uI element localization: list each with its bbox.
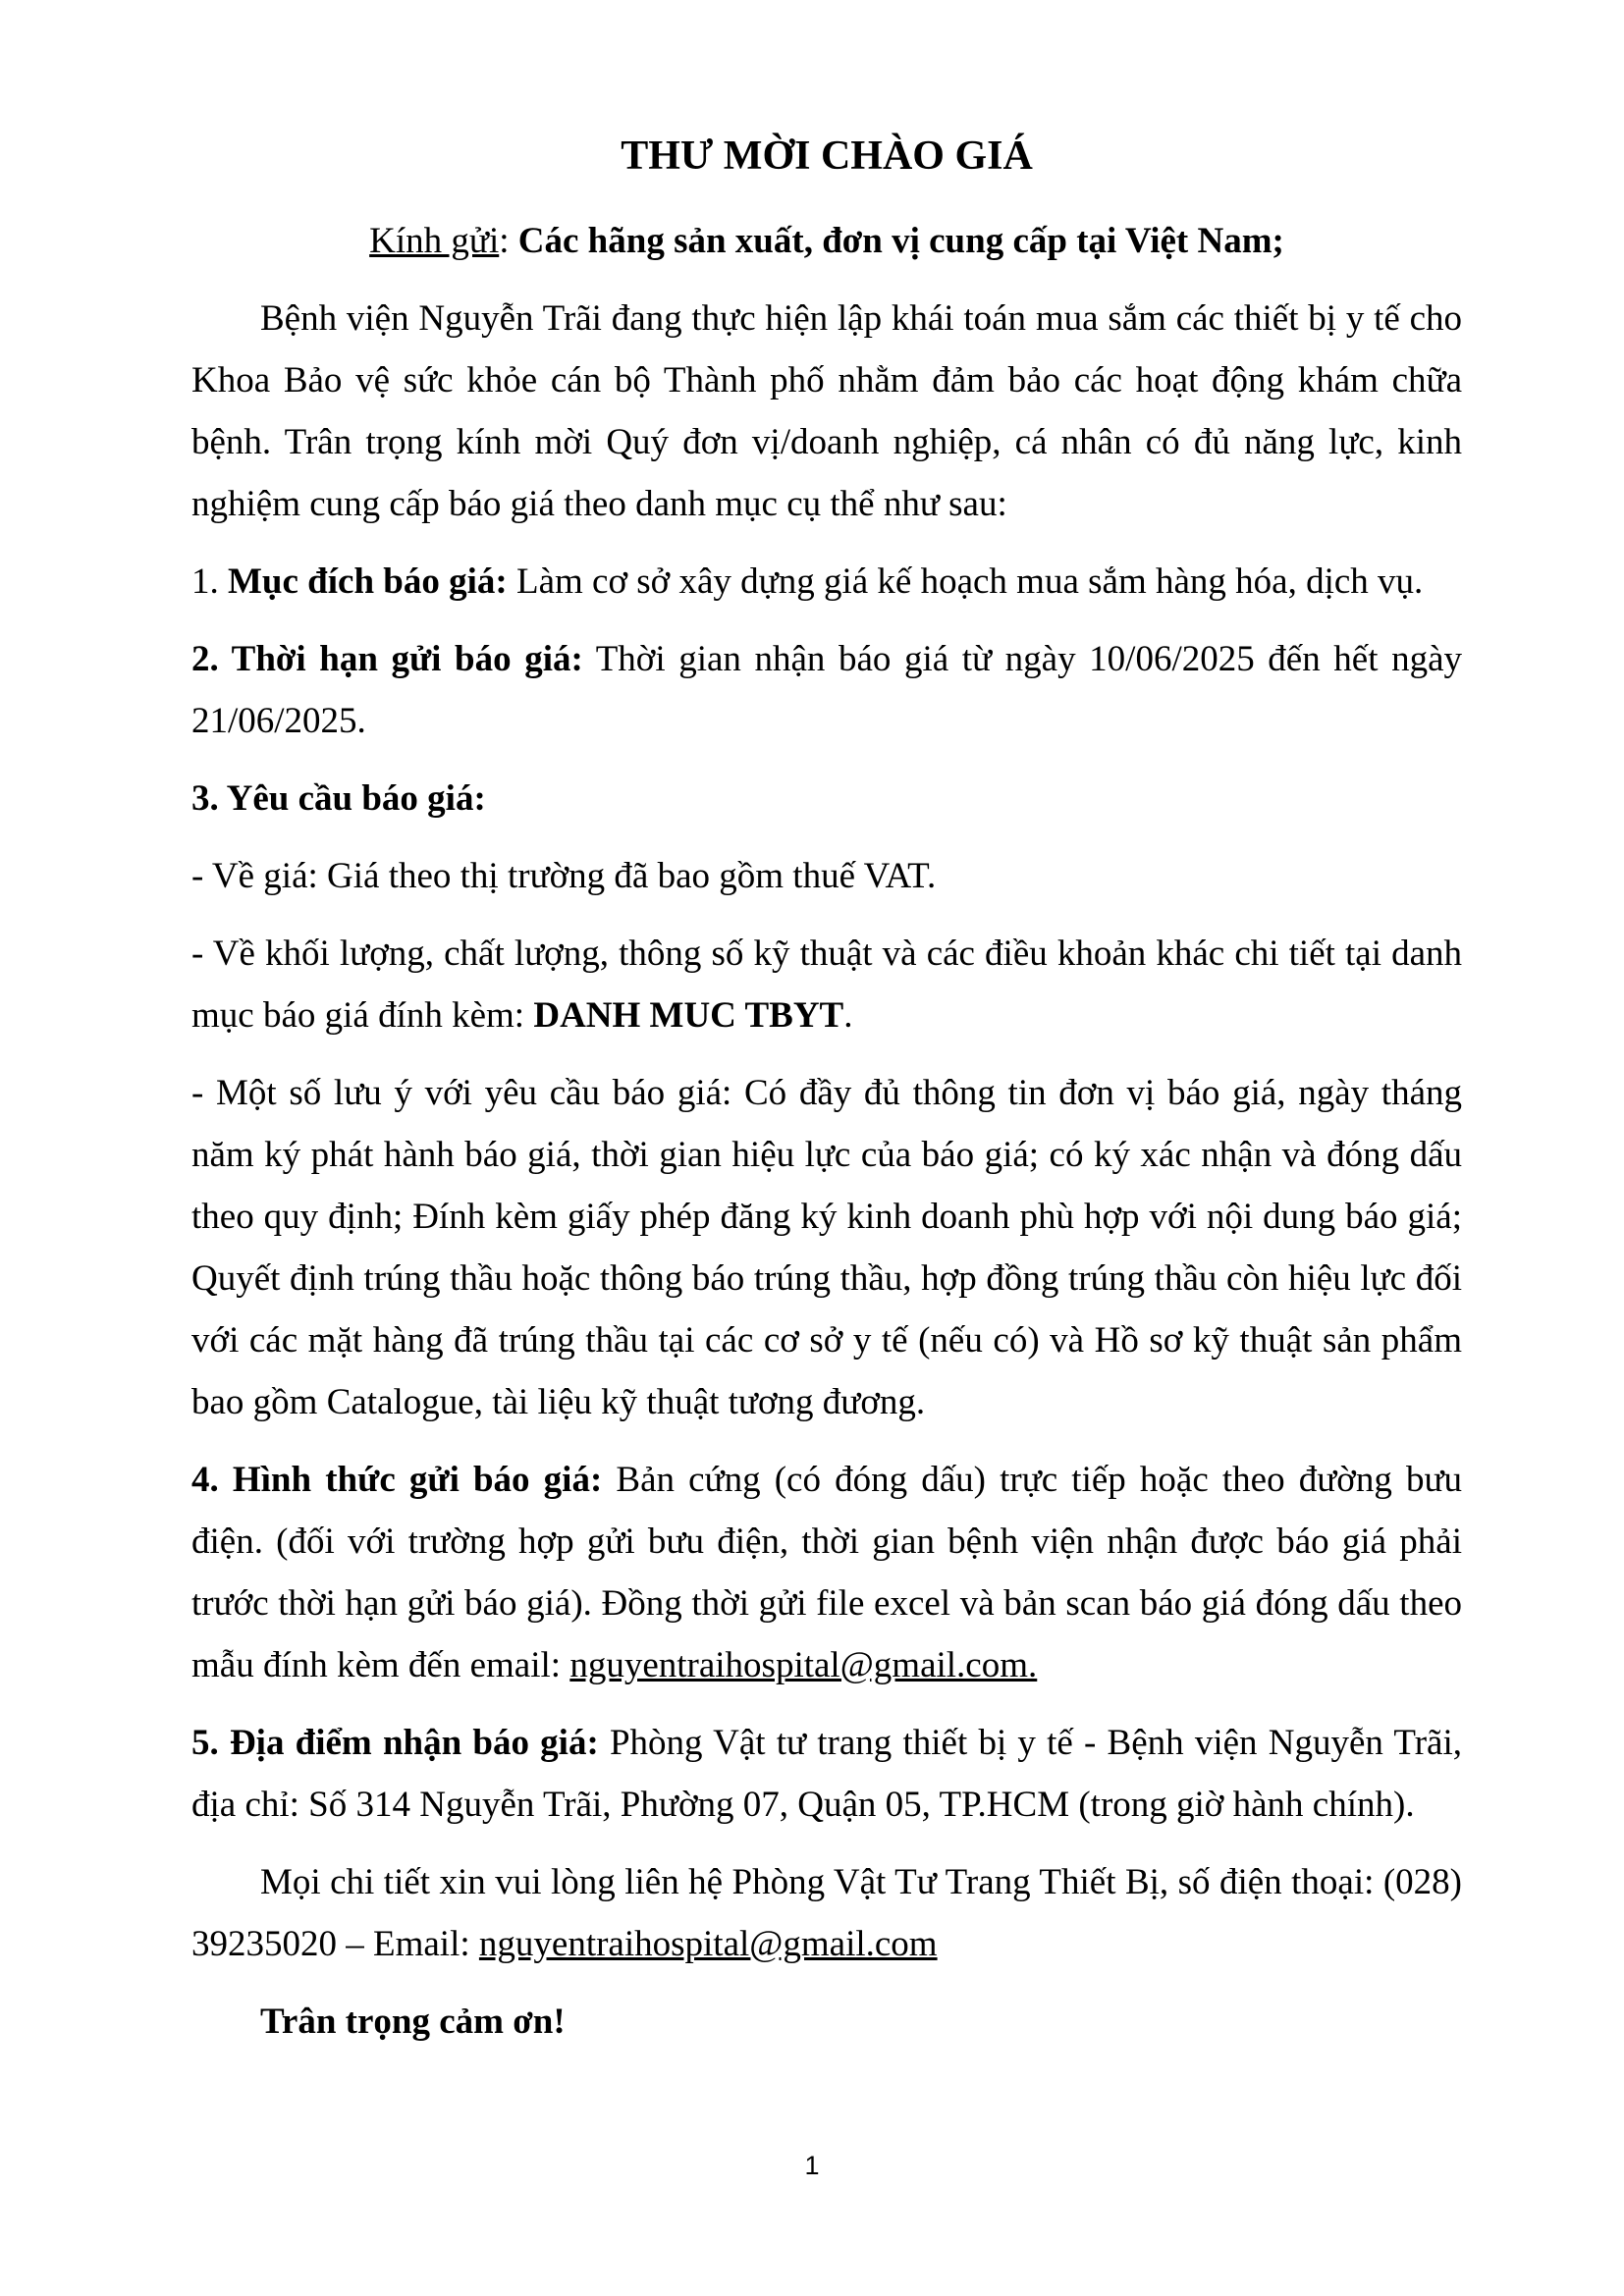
attachment-name: DANH MUC TBYT (533, 995, 844, 1036)
section-5-location (191, 1712, 1462, 1836)
page-title: THƯ MỜI CHÀO GIÁ (621, 133, 1033, 179)
section-3-requirements-heading (191, 768, 1462, 829)
section-4-label: 4. Hình thức gửi báo giá: (191, 1460, 603, 1500)
section-5-body: Phòng Vật tư trang thiết bị y tế - Bệnh viện Nguyễn Trãi, địa chỉ: Số 314 Nguyễn Trãi, Phường 07, Quận 05, TP.HCM (trong giờ hành chính). (191, 1723, 1463, 1825)
section-1-body: Làm cơ sở xây dựng giá kế hoạch mua sắm hàng hóa, dịch vụ. (507, 561, 1424, 602)
section-1-number: 1 (191, 561, 210, 602)
requirement-price: - Về giá: Giá theo thị trường đã bao gồm thuế VAT. (191, 856, 937, 896)
section-2-body: Thời gian nhận báo giá từ ngày 10/06/2025 đến hết ngày 21/06/2025. (191, 639, 1462, 741)
section-4-body: Bản cứng (có đóng dấu) trực tiếp hoặc theo đường bưu điện. (đối với trường hợp gửi bưu điện, thời gian bệnh viện nhận được báo giá phải trước thời hạn gửi báo giá). Đồng thời gửi file excel và bản scan báo giá đóng dấu theo mẫu đính kèm đến email: (191, 1460, 1462, 1685)
section-4-submission (191, 1449, 1462, 1696)
section-3-label: 3. Yêu cầu báo giá: (191, 778, 486, 819)
closing-thanks: Trân trọng cảm ơn! (260, 2002, 566, 2042)
requirement-specs-text: - Về khối lượng, chất lượng, thông số kỹ thuật và các điều khoản khác chi tiết tại danh mục báo giá đính kèm: (191, 934, 1462, 1036)
salutation-label: Kính gửi (369, 221, 500, 261)
salutation-recipient: Các hãng sản xuất, đơn vị cung cấp tại Việt Nam; (517, 221, 1284, 261)
section-2-label: 2. Thời hạn gửi báo giá: (191, 639, 583, 679)
section-1-label: Mục đích báo giá: (228, 561, 508, 602)
requirement-specs (191, 923, 1462, 1046)
salutation-separator: : (499, 221, 518, 261)
contact-email-link[interactable]: nguyentraihospital@gmail.com (478, 1924, 938, 1964)
intro-paragraph: Bệnh viện Nguyễn Trãi đang thực hiện lập khái toán mua sắm các thiết bị y tế cho Khoa Bảo vệ sức khỏe cán bộ Thành phố nhằm đảm bảo các hoạt động khám chữa bệnh. Trân trọng kính mời Quý đơn vị/doanh nghiệp, cá nhân có đủ năng lực, kinh nghiệm cung cấp báo giá theo danh mục cụ thể như sau: (191, 298, 1462, 524)
salutation (191, 210, 1462, 272)
requirement-notes: - Một số lưu ý với yêu cầu báo giá: Có đầy đủ thông tin đơn vị báo giá, ngày tháng năm ký phát hành báo giá, thời gian hiệu lực của báo giá; có ký xác nhận và đóng dấu theo quy định; Đính kèm giấy phép đăng ký kinh doanh phù hợp với nội dung báo giá; Quyết định trúng thầu hoặc thông báo trúng thầu, hợp đồng trúng thầu còn hiệu lực đối với các mặt hàng đã trúng thầu tại các cơ sở y tế (nếu có) và Hồ sơ kỹ thuật sản phẩm bao gồm Catalogue, tài liệu kỹ thuật tương đương. (191, 1073, 1462, 1422)
page-number: 1 (804, 2151, 820, 2180)
section-1-purpose (191, 551, 1462, 613)
contact-paragraph (191, 1851, 1462, 1975)
section-2-deadline (191, 628, 1462, 752)
section-5-label: 5. Địa điểm nhận báo giá: (191, 1723, 599, 1763)
contact-text: Mọi chi tiết xin vui lòng liên hệ Phòng Vật Tư Trang Thiết Bị, số điện thoại: (028) 39235020 – Email: (191, 1862, 1462, 1964)
submission-email-link[interactable]: nguyentraihospital@gmail.com. (569, 1645, 1038, 1685)
requirement-specs-end: . (843, 995, 853, 1036)
section-1-dot: . (209, 561, 228, 602)
